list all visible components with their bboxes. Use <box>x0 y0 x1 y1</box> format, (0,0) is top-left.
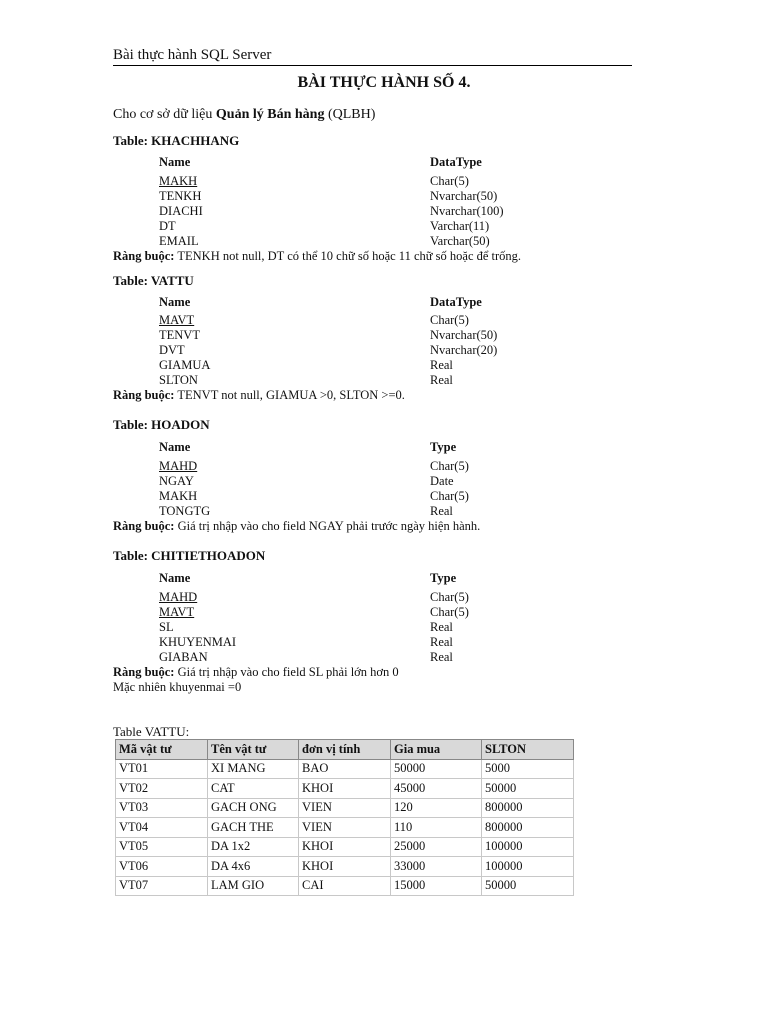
col-header-type: DataType <box>430 155 482 169</box>
table-cell: CAT <box>208 779 299 799</box>
field-name: DIACHI <box>159 204 203 218</box>
table-cell: VT01 <box>116 759 208 779</box>
field-name: GIAMUA <box>159 358 211 372</box>
constraint-text: Giá trị nhập vào cho field NGAY phải trước ngày hiện hành. <box>174 519 481 533</box>
field-type: Char(5) <box>430 489 469 503</box>
data-table-caption: Table VATTU: <box>113 724 190 739</box>
field-name: KHUYENMAI <box>159 635 237 649</box>
field-name: MAVT <box>159 605 195 619</box>
intro-suffix: (QLBH) <box>324 107 376 122</box>
table-cell: 110 <box>391 818 482 838</box>
table-cell: KHOI <box>299 837 391 857</box>
table-row <box>116 779 574 799</box>
field-name: EMAIL <box>159 234 199 248</box>
table-cell: 100000 <box>482 837 574 857</box>
table-cell: 100000 <box>482 857 574 877</box>
table-cell: 120 <box>391 798 482 818</box>
constraint-vattu <box>113 388 405 403</box>
col-header-type: Type <box>430 440 457 454</box>
col-header-name: Name <box>159 440 191 454</box>
field-name: SL <box>159 620 174 634</box>
table-cell: KHOI <box>299 779 391 799</box>
table-row <box>116 798 574 818</box>
page-title: BÀI THỰC HÀNH SỐ 4. <box>297 74 471 91</box>
table-cell: 50000 <box>391 759 482 779</box>
table-cell: 800000 <box>482 818 574 838</box>
table-row <box>116 818 574 838</box>
field-type: Real <box>430 620 453 634</box>
constraint-chitiethoadon <box>113 665 399 680</box>
field-name: MAHD <box>159 459 198 473</box>
constraint-text: TENKH not null, DT có thể 10 chữ số hoặc 11 chữ số hoặc để trống. <box>174 249 522 263</box>
table-cell: 33000 <box>391 857 482 877</box>
field-type: Char(5) <box>430 605 469 619</box>
col-header-name: Name <box>159 295 191 309</box>
field-name: MAKH <box>159 174 198 188</box>
table-cell: 50000 <box>482 779 574 799</box>
table-label-hoadon: Table: HOADON <box>113 417 210 432</box>
field-type: Real <box>430 650 453 664</box>
col-header-type: Type <box>430 571 457 585</box>
col-header-name: Name <box>159 155 191 169</box>
constraint-label: Ràng buộc: <box>113 665 175 679</box>
intro-prefix: Cho cơ sở dữ liệu <box>113 107 216 122</box>
table-cell: VT07 <box>116 876 208 896</box>
field-type: Char(5) <box>430 313 469 327</box>
field-type: Real <box>430 635 453 649</box>
field-type: Real <box>430 373 453 387</box>
column-header: đơn vị tính <box>299 740 391 760</box>
table-row <box>116 759 574 779</box>
field-type: Nvarchar(50) <box>430 189 498 203</box>
field-name: SLTON <box>159 373 198 387</box>
table-cell: VT03 <box>116 798 208 818</box>
col-header-type: DataType <box>430 295 482 309</box>
column-header: Mã vật tư <box>116 740 208 760</box>
table-cell: VT06 <box>116 857 208 877</box>
table-row <box>116 876 574 896</box>
field-name: MAHD <box>159 590 198 604</box>
field-type: Nvarchar(100) <box>430 204 504 218</box>
table-cell: VIEN <box>299 818 391 838</box>
table-cell: DA 1x2 <box>208 837 299 857</box>
table-cell: GACH ONG <box>208 798 299 818</box>
field-type: Real <box>430 358 453 372</box>
table-cell: 50000 <box>482 876 574 896</box>
col-header-name: Name <box>159 571 191 585</box>
table-label-vattu: Table: VATTU <box>113 273 194 288</box>
field-name: MAVT <box>159 313 195 327</box>
constraint-label: Ràng buộc: <box>113 249 175 263</box>
intro-text <box>113 107 375 123</box>
table-cell: BAO <box>299 759 391 779</box>
page-header: Bài thực hành SQL Server <box>113 47 632 66</box>
table-cell: 800000 <box>482 798 574 818</box>
column-header: Gia mua <box>391 740 482 760</box>
field-name: DT <box>159 219 176 233</box>
column-header: SLTON <box>482 740 574 760</box>
table-cell: LAM GIO <box>208 876 299 896</box>
vattu-data-table <box>115 739 574 896</box>
table-cell: 25000 <box>391 837 482 857</box>
table-cell: XI MANG <box>208 759 299 779</box>
constraint-text: Giá trị nhập vào cho field SL phải lớn hơn 0 <box>174 665 399 679</box>
table-cell: 15000 <box>391 876 482 896</box>
default-note: Mặc nhiên khuyenmai =0 <box>113 680 242 694</box>
field-name: MAKH <box>159 489 198 503</box>
field-type: Date <box>430 474 454 488</box>
table-cell: 5000 <box>482 759 574 779</box>
table-cell: VT05 <box>116 837 208 857</box>
field-type: Char(5) <box>430 459 469 473</box>
column-header: Tên vật tư <box>208 740 299 760</box>
table-label-chitiethoadon: Table: CHITIETHOADON <box>113 548 266 563</box>
field-type: Nvarchar(20) <box>430 343 498 357</box>
table-header-row <box>116 740 574 760</box>
table-cell: KHOI <box>299 857 391 877</box>
table-cell: CAI <box>299 876 391 896</box>
field-name: DVT <box>159 343 185 357</box>
field-type: Real <box>430 504 453 518</box>
intro-db-name: Quản lý Bán hàng <box>215 107 325 122</box>
field-name: GIABAN <box>159 650 208 664</box>
constraint-text: TENVT not null, GIAMUA >0, SLTON >=0. <box>174 388 405 402</box>
constraint-khachhang <box>113 249 521 264</box>
field-type: Char(5) <box>430 590 469 604</box>
field-name: NGAY <box>159 474 194 488</box>
field-type: Varchar(50) <box>430 234 490 248</box>
constraint-hoadon <box>113 519 480 534</box>
table-cell: VT04 <box>116 818 208 838</box>
table-cell: VT02 <box>116 779 208 799</box>
table-label-khachhang: Table: KHACHHANG <box>113 133 240 148</box>
field-type: Varchar(11) <box>430 219 490 233</box>
constraint-label: Ràng buộc: <box>113 388 175 402</box>
field-type: Nvarchar(50) <box>430 328 498 342</box>
table-cell: 45000 <box>391 779 482 799</box>
field-name: TENKH <box>159 189 202 203</box>
table-row <box>116 837 574 857</box>
field-name: TONGTG <box>159 504 211 518</box>
constraint-label: Ràng buộc: <box>113 519 175 533</box>
table-cell: VIEN <box>299 798 391 818</box>
table-cell: DA 4x6 <box>208 857 299 877</box>
table-cell: GACH THE <box>208 818 299 838</box>
table-row <box>116 857 574 877</box>
field-type: Char(5) <box>430 174 469 188</box>
field-name: TENVT <box>159 328 200 342</box>
